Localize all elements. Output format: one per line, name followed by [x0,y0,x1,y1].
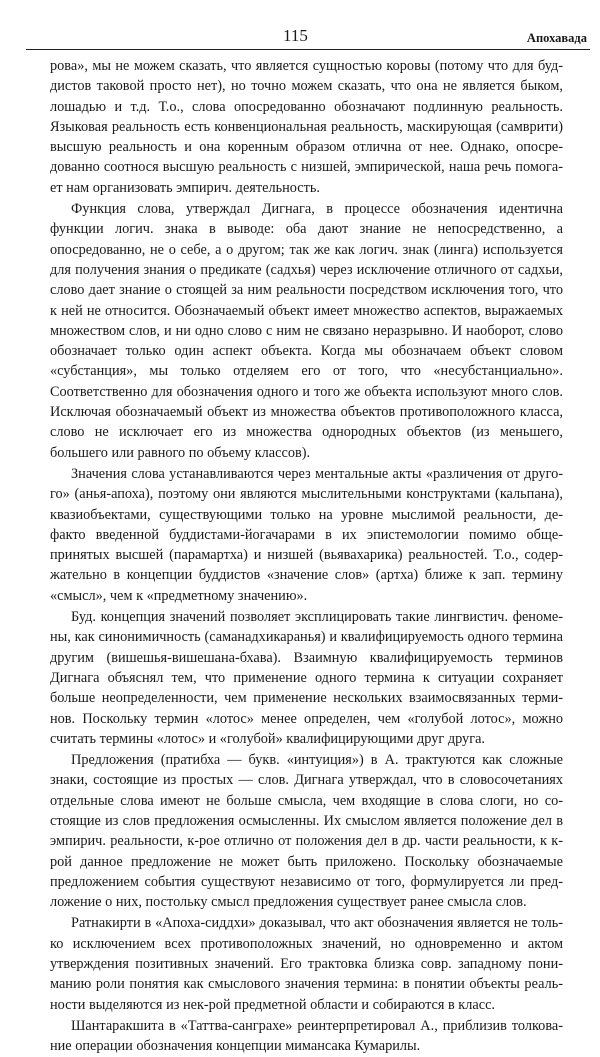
paragraph-7: Шантаракшита в «Таттва-санграхе» реинтерпретировал А., приблизив толкование операции обозначения концепции мимансака Кумарилы. [50,1017,563,1055]
paragraph-5: Предложения (пратибха — букв. «интуиция») в А. трактуются как сложные знаки, состоящие из простых — слов. Дигнага утверждал, что в словосочетаниях отдельные слова имеют не больше смысла, чем входящие в слова слоги, но состоящие из слов предложения осмысленны. Их смыслом является положение дел в эмпирич. реальности, к-рое отлично от положения дел в др. части реальности, к к-рой данное предложение не может быть приложено. Поскольку обозначаемые предложением события существуют независимо от того, формулируется ли предложение о них, постольку смысл предложения существует ранее смысла слов. [50,752,563,911]
paragraph-1: рова», мы не можем сказать, что является сущностью коровы (потому что для буддистов таковой просто нет), но точно можем сказать, что она не является быком, лошадью и т.д. Т.о., слова опосредованно обозначают подлинную реальность. Языковая реальность есть конвенциональная реальность, маскирующая (самврити) высшую реальность и она коренным образом отлична от нее. Однако, опосредованно соотнося высшую реальность с низшей, эмпирической, наша речь помогает нам организовать эмпирич. деятельность. [50,58,563,196]
paragraph-6: Ратнакирти в «Апоха-сиддхи» доказывал, что акт обозначения является не только исключением всех противоположных значений, но одновременно и актом утверждения позитивных значений. Его трактовка близка совр. западному пониманию роли понятия как смыслового значения термина: в понятии объекты реальности выделяются из нек-рой предметной области и собираются в класс. [50,915,563,1013]
paragraph-4: Буд. концепция значений позволяет эксплицировать такие лингвистич. феномены, как синонимичность (саманадхикаранья) и квалифицируемость одного термина другим (вишешья-вишешана-бхава). Взаимную квалифицируемость терминов Дигнага объяснял тем, что применение одного термина к ситуации сохраняет больше неопределенности, чем применение нескольких взаимосвязанных терминов. Поскольку термин «лотос» менее определен, чем «голубой лотос», можно считать термины «лотос» и «голубой» квалифицирующими друг друга. [50,609,563,747]
page-number: 115 [283,26,308,45]
paragraph-2: Функция слова, утверждал Дигнага, в процессе обозначения идентична функции логич. знака в выводе: оба дают знание не непосредственно, а опосредованно, не о себе, а о другом; так же как логич. знак (линга) используется для получения знания о предикате (садхья) через исключение отличного от садхьи, слово дает знание о стоящей за ним реальности посредством исключения того, что к ней не относится. Обозначаемый объект имеет множество аспектов, выражаемых множеством слов, и ни одно слово с ним не связано неразрывно. И наоборот, слово обозначает только один аспект объекта. Когда мы обозначаем объект словом «субстанция», мы только отделяем его от того, что «несубстанциально». Соответственно для обозначения одного и того же объекта используют много слов. Исключая обозначаемый объект из множества объектов противоположного класса, слово не исключает его из множества однородных объектов (из меньшего, большего или равного по объему классов). [50,201,563,461]
header-rule [26,49,590,50]
paragraph-3: Значения слова устанавливаются через ментальные акты «различения от другого» (анья-апоха), поэтому они являются мыслительными конструктами (кальпана), квазиобъектами, существующими только на уровне мыслимой реальности, де-факто введенной буддистами-йогачарами в их эпистемологии помимо общепринятых высшей (парамартха) и низшей (вьявахарика) реальностей. Т.о., содержательно в концепции буддистов «значение слов» (артха) ближе к зап. термину «смысл», чем к «предметному значению». [50,465,563,604]
page-body [50,56,563,1057]
running-title: Апохавада [526,31,587,45]
